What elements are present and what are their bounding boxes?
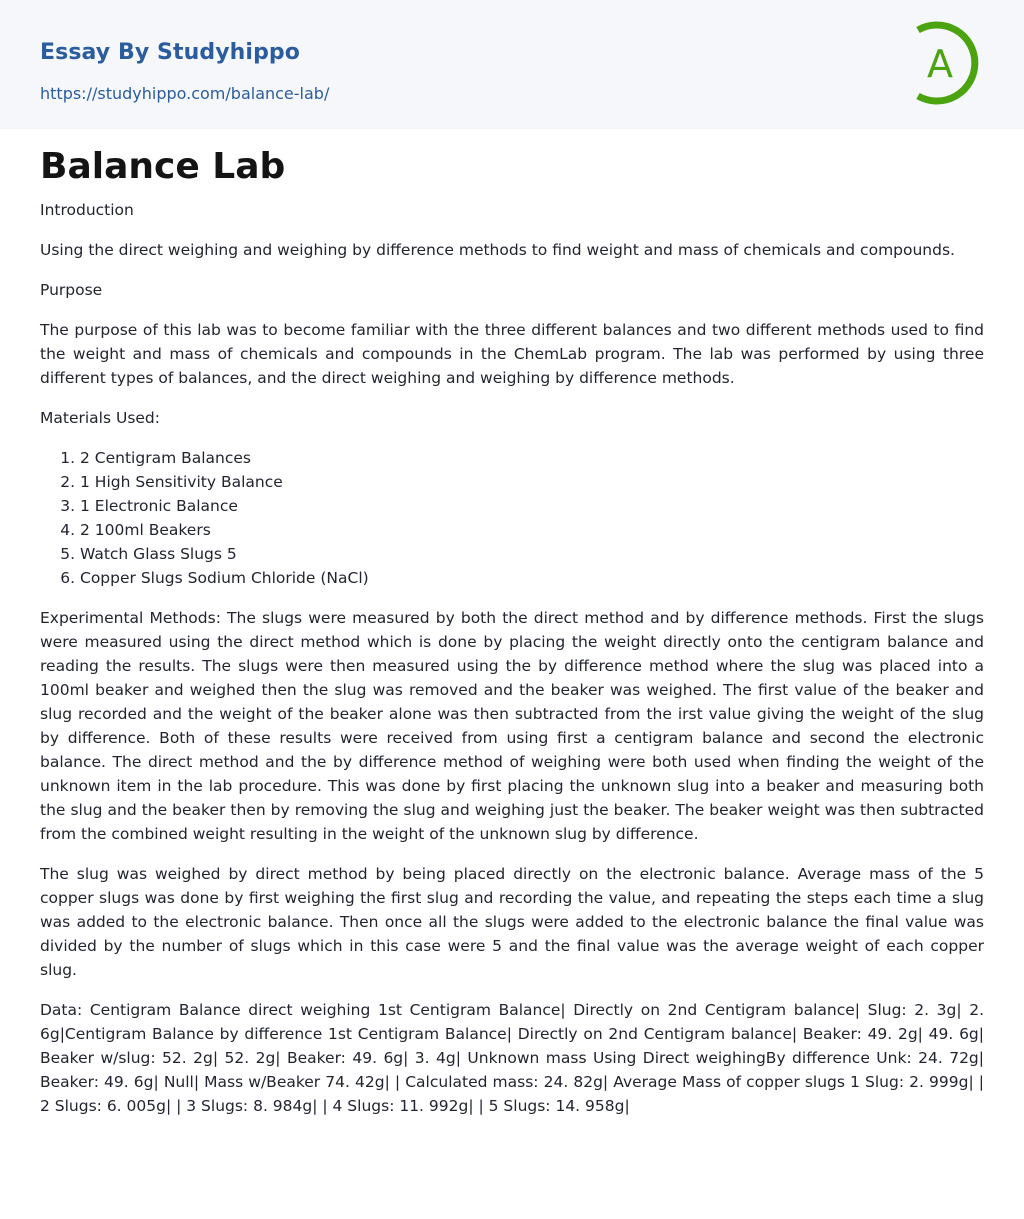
article-url-link[interactable]: https://studyhippo.com/balance-lab/ <box>40 84 330 103</box>
list-item: 1. 2 Centigram Balances <box>80 446 984 470</box>
studyhippo-logo-icon <box>912 18 988 108</box>
list-item: 6. Copper Slugs Sodium Chloride (NaCl) <box>80 566 984 590</box>
purpose-heading: Purpose <box>40 281 103 299</box>
list-item: 4. 2 100ml Beakers <box>80 518 984 542</box>
data-text: Data: Centigram Balance direct weighing 1st Centigram Balance| Directly on 2nd Centigram balance| Slug: 2. 3g| 2. 6g|Centigram Balance by difference 1st Centigram Balance| Directly on 2nd Centigram balance| Beaker: 49. 2g| 49. 6g| Beaker w/slug: 52. 2g| 52. 2g| Beaker: 49. 6g| 3. 4g| Unknown mass Using Direct weighingBy difference Unk: 24. 72g| Beaker: 49. 6g| Null| Mass w/Beaker 74. 42g| | Calculated mass: 24. 82g| Average Mass of copper slugs 1 Slug: 2. 999g| | 2 Slugs: 6. 005g| | 3 Slugs: 8. 984g| | 4 Slugs: 11. 992g| | 5 Slugs: 14. 958g| <box>40 1001 984 1115</box>
list-item: 5. Watch Glass Slugs 5 <box>80 542 984 566</box>
intro-heading: Introduction <box>40 201 134 219</box>
slug-text: The slug was weighed by direct method by being placed directly on the electronic balance. Average mass of the 5 copper slugs was done by first weighing the first slug and recording the value, and repeating the steps each time a slug was added to the electronic balance. Then once all the slugs were added to the electronic balance the final value was divided by the number of slugs which in this case were 5 and the final value was the average weight of each copper slug. <box>40 865 984 979</box>
article-body <box>40 198 984 1134</box>
logo-letter: A <box>927 42 953 86</box>
purpose-text: The purpose of this lab was to become familiar with the three different balances and two different methods used to find the weight and mass of chemicals and compounds in the ChemLab program. The lab was performed by using three different types of balances, and the direct weighing and weighing by difference methods. <box>40 321 984 387</box>
list-item: 2. 1 High Sensitivity Balance <box>80 470 984 494</box>
materials-list <box>40 446 984 590</box>
list-item: 3. 1 Electronic Balance <box>80 494 984 518</box>
article-title: Balance Lab <box>40 146 286 187</box>
intro-text: Using the direct weighing and weighing by difference methods to find weight and mass of chemicals and compounds. <box>40 241 955 259</box>
materials-heading: Materials Used: <box>40 409 160 427</box>
methods-text: Experimental Methods: The slugs were measured by both the direct method and by difference methods. First the slugs were measured using the direct method which is done by placing the weight directly onto the centigram balance and reading the results. The slugs were then measured using the by difference method where the slug was placed into a 100ml beaker and weighed then the slug was removed and the beaker was weighed. The first value of the beaker and slug recorded and the weight of the beaker alone was then subtracted from the irst value giving the weight of the slug by difference. Both of these results were received from using first a centigram balance and second the electronic balance. The direct method and the by difference method of weighing were both used when finding the weight of the unknown item in the lab procedure. This was done by first placing the unknown slug into a beaker and measuring both the slug and the beaker then by removing the slug and weighing just the beaker. The beaker weight was then subtracted from the combined weight resulting in the weight of the unknown slug by difference. <box>40 609 984 843</box>
site-title: Essay By Studyhippo <box>40 40 300 65</box>
